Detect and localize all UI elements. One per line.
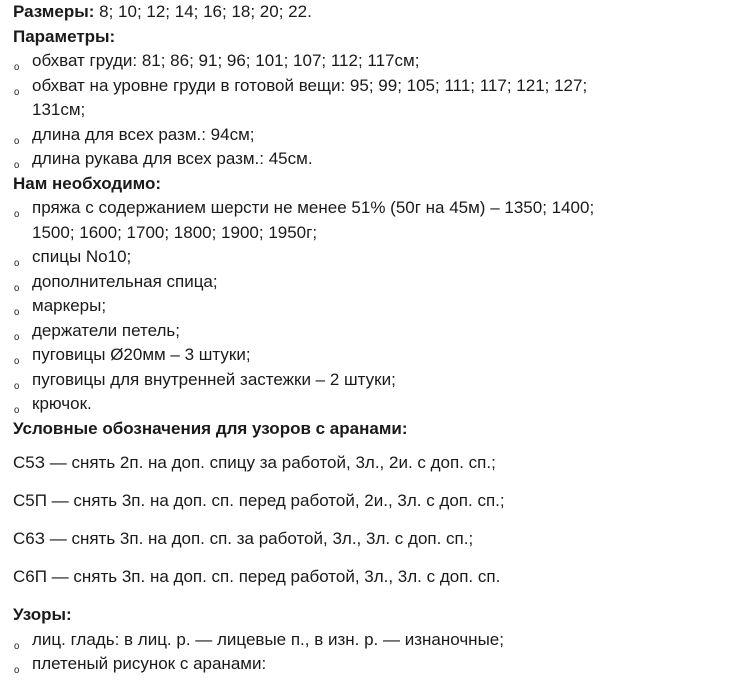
- legend-heading: Условные обозначения для узоров с аранами:: [13, 418, 408, 438]
- bullet-icon: ₒ: [14, 399, 20, 415]
- bullet-icon: ₒ: [14, 203, 20, 219]
- parameters-heading: Параметры:: [13, 26, 116, 46]
- sizes-value: 8; 10; 12; 14; 16; 18; 20; 22.: [94, 2, 312, 21]
- list-item: ₒ пуговицы для внутренней застежки – 2 штуки;: [13, 368, 741, 393]
- patterns-list: [13, 628, 741, 677]
- bullet-icon: ₒ: [14, 325, 20, 342]
- document-body: [13, 0, 741, 677]
- legend-item: С5З — снять 2п. на доп. спицу за работой, 3л., 2и. с доп. сп.;: [13, 453, 496, 472]
- list-item: ₒ лиц. гладь: в лиц. р. — лицевые п., в изн. р. — изнаночные;: [13, 628, 741, 653]
- bullet-icon: ₒ: [14, 374, 20, 391]
- list-item: ₒ обхват на уровне груди в готовой вещи: 95; 99; 105; 111; 117; 121; 127; 131см;: [14, 75, 588, 119]
- list-item: ₒ обхват груди: 81; 86; 91; 96; 101; 107; 112; 117см;: [13, 49, 741, 74]
- list-item: ₒ маркеры;: [13, 294, 741, 319]
- patterns-heading: Узоры:: [13, 605, 72, 624]
- parameters-list: [13, 49, 741, 172]
- list-item: ₒ плетеный рисунок с аранами:: [13, 652, 741, 677]
- bullet-icon: ₒ: [14, 301, 20, 317]
- legend-item: С5П — снять 3п. на доп. сп. перед работой, 2и., 3л. с доп. сп.;: [13, 491, 505, 510]
- list-item: ₒ дополнительная спица;: [13, 270, 741, 295]
- materials-list: [13, 196, 741, 417]
- list-item: ₒ пуговицы Ø20мм – 3 штуки;: [13, 343, 741, 368]
- bullet-icon: ₒ: [14, 80, 20, 97]
- bullet-icon: ₒ: [14, 56, 20, 72]
- bullet-icon: ₒ: [14, 276, 20, 293]
- sizes-label: Размеры:: [13, 2, 95, 21]
- bullet-icon: ₒ: [14, 154, 20, 170]
- list-item: ₒ длина для всех разм.: 94см;: [13, 123, 741, 148]
- list-item: ₒ крючок.: [13, 392, 741, 417]
- bullet-icon: ₒ: [14, 634, 20, 651]
- list-item: ₒ держатели петель;: [13, 319, 741, 344]
- legend-item: С6П — снять 3п. на доп. сп. перед работой, 3л., 3л. с доп. сп.: [13, 567, 501, 586]
- list-item: ₒ спицы No10;: [13, 245, 741, 270]
- bullet-icon: ₒ: [14, 129, 20, 146]
- list-item: ₒ длина рукава для всех разм.: 45см.: [13, 147, 741, 172]
- bullet-icon: ₒ: [14, 252, 20, 268]
- materials-heading: Нам необходимо:: [13, 173, 162, 193]
- list-item: ₒ пряжа с содержанием шерсти не менее 51% (50г на 45м) – 1350; 1400; 1500; 1600; 1700; 1800; 1900; 1950г;: [14, 198, 595, 242]
- sizes-line: [13, 0, 741, 25]
- legend-item: С6З — снять 3п. на доп. сп. за работой, 3л., 3л. с доп. сп.;: [13, 529, 474, 548]
- bullet-icon: ₒ: [14, 659, 20, 675]
- bullet-icon: ₒ: [14, 350, 20, 366]
